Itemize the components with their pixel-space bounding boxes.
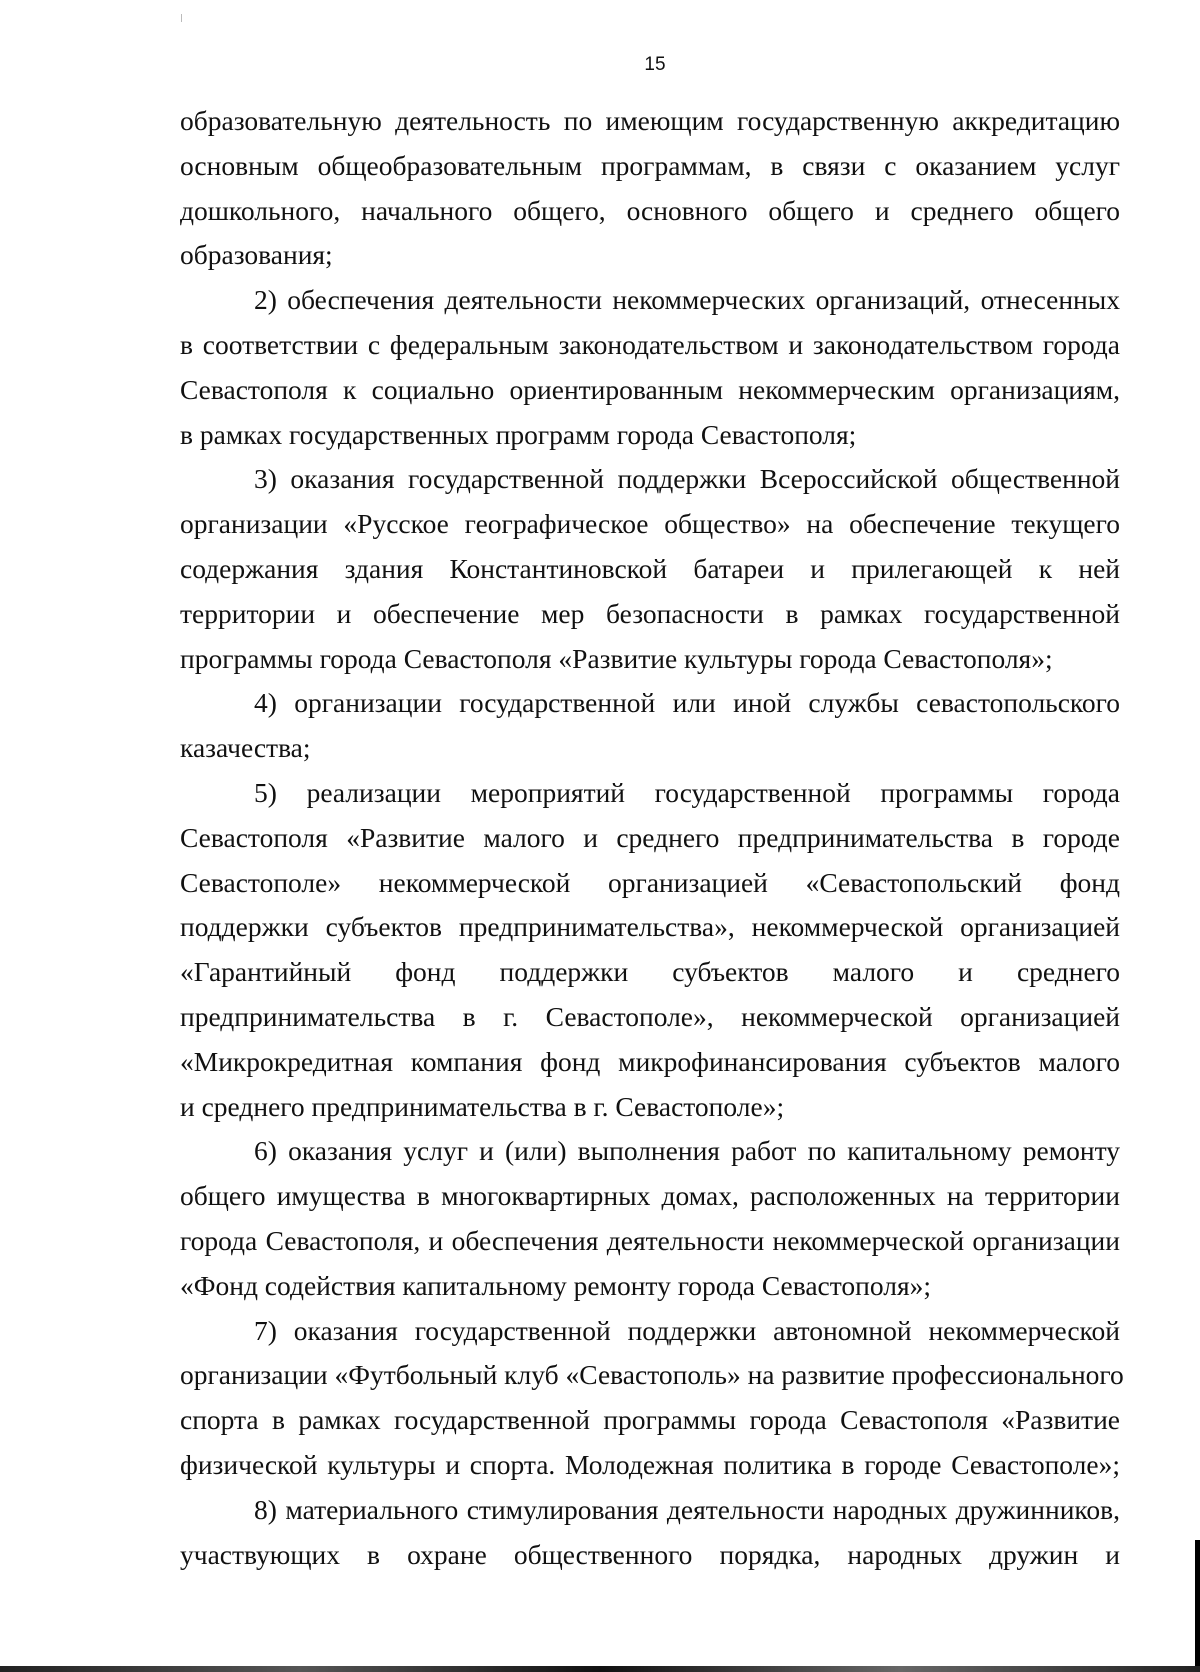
text-line: территории и обеспечение мер безопасности в рамках государственной — [180, 597, 1120, 629]
text-line: казачества; — [180, 732, 311, 764]
text-line: и среднего предпринимательства в г. Севастополе»; — [180, 1090, 785, 1122]
text-line: Севастополя к социально ориентированным некоммерческим организациям, — [180, 373, 1120, 405]
scan-edge-bottom — [0, 1666, 1200, 1672]
text-line: города Севастополя, и обеспечения деятельности некоммерческой организации — [180, 1225, 1120, 1256]
text-line: образовательную деятельность по имеющим государственную аккредитацию — [180, 105, 1120, 136]
text-line: физической культуры и спорта. Молодежная политика в городе Севастополе»; — [180, 1449, 1120, 1480]
text-line: в соответствии с федеральным законодательством и законодательством города — [180, 329, 1120, 360]
text-line: организации «Футбольный клуб «Севастополь» на развитие профессионального — [180, 1359, 1124, 1391]
text-line: организации «Русское географическое общество» на обеспечение текущего — [180, 508, 1120, 540]
text-line: содержания здания Константиновской батареи и прилегающей к ней — [180, 553, 1120, 584]
text-line: общего имущества в многоквартирных домах, расположенных на территории — [180, 1180, 1120, 1212]
text-line: 6) оказания услуг и (или) выполнения работ по капитальному ремонту — [254, 1135, 1120, 1167]
scan-mark — [181, 14, 182, 22]
text-line: образования; — [180, 239, 333, 271]
text-line: «Гарантийный фонд поддержки субъектов малого и среднего — [180, 956, 1120, 988]
text-line: 7) оказания государственной поддержки автономной некоммерческой — [254, 1314, 1120, 1346]
text-line: 4) организации государственной или иной службы севастопольского — [254, 687, 1120, 719]
text-line: Севастополя «Развитие малого и среднего предпринимательства в городе — [180, 821, 1120, 853]
text-line: «Микрокредитная компания фонд микрофинансирования субъектов малого — [180, 1045, 1120, 1077]
text-line: основным общеобразовательным программам, в связи с оказанием услуг — [180, 149, 1120, 181]
text-line: 5) реализации мероприятий государственной программы города — [254, 777, 1120, 808]
text-line: программы города Севастополя «Развитие культуры города Севастополя»; — [180, 642, 1053, 674]
text-line: спорта в рамках государственной программы города Севастополя «Развитие — [180, 1404, 1120, 1436]
text-line: Севастополе» некоммерческой организацией «Севастопольский фонд — [180, 866, 1120, 898]
text-line: «Фонд содействия капитальному ремонту города Севастополя»; — [180, 1269, 932, 1301]
text-line: участвующих в охране общественного порядка, народных дружин и — [180, 1538, 1120, 1570]
text-line: предпринимательства в г. Севастополе», некоммерческой организацией — [180, 1001, 1120, 1032]
scan-edge-right — [1195, 1540, 1200, 1672]
text-line: 2) обеспечения деятельности некоммерческих организаций, отнесенных — [254, 284, 1120, 316]
text-line: 8) материального стимулирования деятельности народных дружинников, — [254, 1493, 1120, 1525]
text-line: дошкольного, начального общего, основного общего и среднего общего — [180, 194, 1120, 226]
text-line: 3) оказания государственной поддержки Всероссийской общественной — [254, 463, 1120, 495]
text-line: в рамках государственных программ города Севастополя; — [180, 418, 857, 450]
text-line: поддержки субъектов предпринимательства», некоммерческой организацией — [180, 911, 1120, 943]
page-number: 15 — [644, 54, 666, 75]
